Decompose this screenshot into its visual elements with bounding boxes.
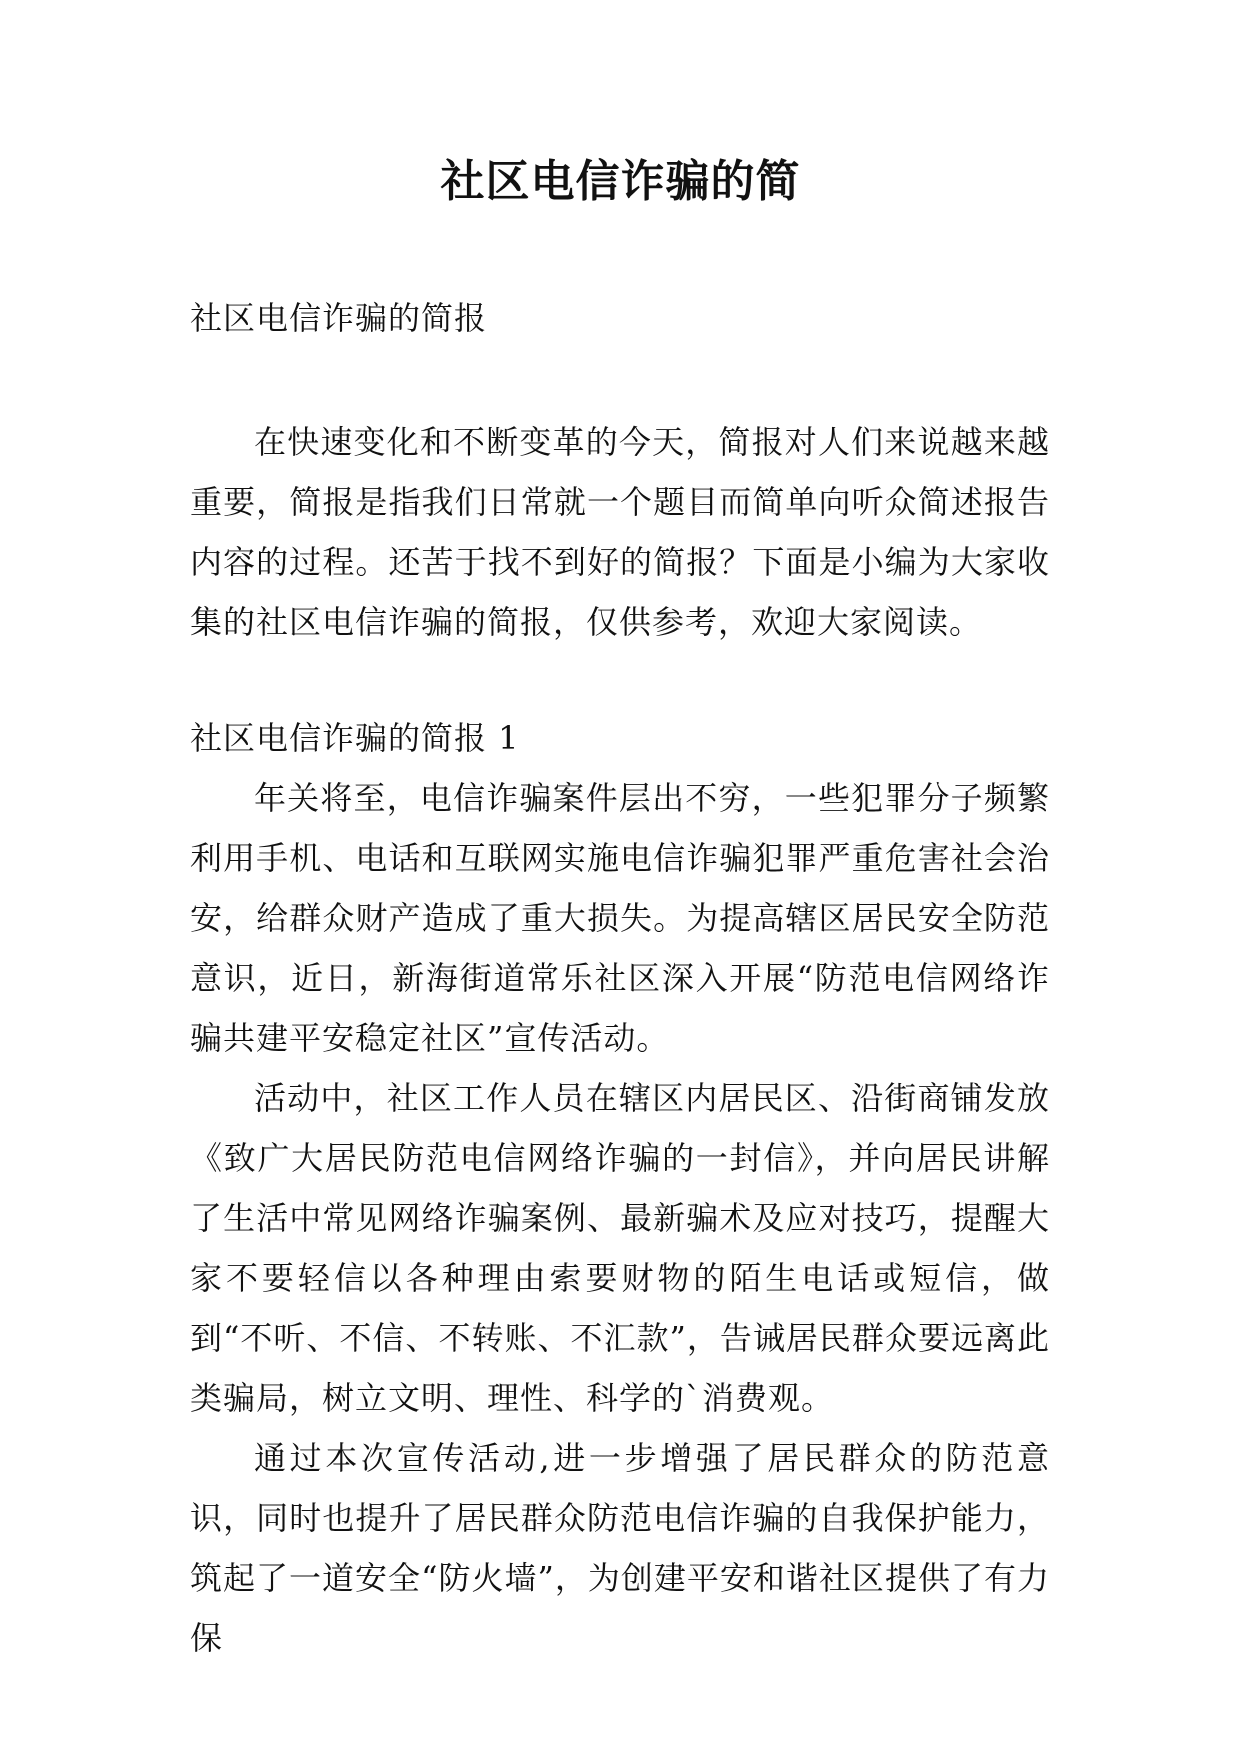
document-subtitle: 社区电信诈骗的简报 [190,299,488,337]
body-paragraph: 通过本次宣传活动,进一步增强了居民群众的防范意识，同时也提升了居民群众防范电信诈骗的自我保护能力，筑起了一道安全“防火墙”，为创建平安和谐社区提供了有力保 [190,1439,1050,1657]
section-heading: 社区电信诈骗的简报 1 [190,719,520,757]
spacer [190,348,1050,412]
document-title: 社区电信诈骗的简 [440,156,801,207]
intro-paragraph: 在快速变化和不断变革的今天，简报对人们来说越来越重要，简报是指我们日常就一个题目而简单向听众简述报告内容的过程。还苦于找不到好的简报？下面是小编为大家收集的社区电信诈骗的简报，仅供参考，欢迎大家阅读。 [190,423,1050,641]
document-body [190,288,1050,1668]
body-paragraph: 年关将至，电信诈骗案件层出不穷，一些犯罪分子频繁利用手机、电话和互联网实施电信诈骗犯罪严重危害社会治安，给群众财产造成了重大损失。为提高辖区居民安全防范意识，近日，新海街道常乐社区深入开展“防范电信网络诈骗共建平安稳定社区”宣传活动。 [190,779,1050,1057]
body-paragraph: 活动中，社区工作人员在辖区内居民区、沿街商铺发放《致广大居民防范电信网络诈骗的一封信》，并向居民讲解了生活中常见网络诈骗案例、最新骗术及应对技巧，提醒大家不要轻信以各种理由索要财物的陌生电话或短信，做到“不听、不信、不转账、不汇款”，告诫居民群众要远离此类骗局，树立文明、理性、科学的`消费观。 [190,1079,1050,1417]
spacer [190,652,1050,708]
